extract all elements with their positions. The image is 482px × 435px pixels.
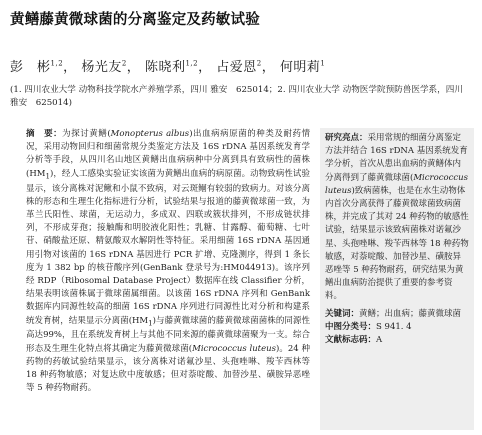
doc-code-label: 文献标志码： — [325, 335, 377, 346]
findings-paragraph — [325, 132, 469, 304]
author-name: 彭 彬 — [10, 60, 51, 75]
author-affil-mark: 1,2 — [185, 59, 199, 68]
author-line — [10, 56, 325, 75]
author-name: 占爱恩 — [216, 60, 257, 75]
clc-row — [325, 321, 469, 334]
author-name: 陈晓利 — [144, 60, 186, 75]
findings-text: 采用常规的细菌分离鉴定方法并结合 16S rDNA 基因系统发育学分析，首次从患出血病的黄鳝体内分离得到了藤黄微球菌( — [325, 133, 468, 183]
paper-title: 黄鳝藤黄微球菌的分离鉴定及药敏试验 — [10, 12, 260, 28]
author-affil-mark: 1 — [320, 59, 326, 68]
author-affil-mark: 2 — [121, 59, 127, 68]
abstract-text: )。24 种药物的药敏试验结果显示，该分离株对诺氟沙星、头孢唑啉、羧苄西林等 18 种药物敏感；对复达欣中度敏感；但对萘啶酸、加替沙星、磺胺异恶唑等 5 种药物耐药。 — [26, 343, 310, 394]
abstract-label: 摘 要： — [26, 129, 63, 139]
clc-value: S 941. 4 — [376, 321, 412, 332]
affiliation: (1. 四川农业大学 动物科技学院水产养殖学系，四川 雅安 625014；2. 四川农业大学 动物医学院预防兽医学系，四川 雅安 625014) — [10, 85, 463, 108]
author-affil-mark: 2 — [256, 59, 262, 68]
abstract-text: )出血病病原菌的种类及耐药情况，采用动物回归和细菌常规分类鉴定方法及 16S rDNA 基因系统发育学分析等手段，从四川名山地区黄鳝出血病病种中分离到具有致病性的菌株(HM — [26, 129, 310, 179]
author-name: 何明莉 — [279, 60, 321, 75]
doc-code-value: A — [376, 335, 383, 346]
keywords-text: 黄鳝；出血病；藤黄微球菌 — [359, 308, 462, 319]
clc-label: 中图分类号： — [325, 321, 377, 332]
author-affil-mark: 1,2 — [50, 59, 64, 68]
keywords-row — [325, 308, 469, 321]
doc-code-row — [325, 334, 469, 347]
abstract-text: 为探讨黄鳝( — [62, 129, 111, 139]
keywords-label: 关键词： — [325, 308, 360, 319]
findings-text: )致病菌株，也是在水生动物体内首次分离获得了藤黄微球菌致病菌株，并完成了其对 24 种药物的敏感性试验，结果显示该致病菌株对诺氟沙星、头孢唑啉、羧苄西林等 18 种药物敏感，对萘啶酸、加替沙星、磺胺异恶唑等 5 种药物耐药，研究结果为黄鳝出血病防治提供了重要的参考资料。 — [325, 185, 469, 302]
author-separator: ， — [261, 60, 276, 75]
abstract — [26, 128, 310, 395]
subscript: 1 — [148, 318, 153, 328]
species-name: Micrococcus luteus — [192, 343, 276, 354]
findings-label: 研究亮点： — [325, 133, 368, 143]
species-name: Micrococcus luteus — [325, 172, 468, 196]
author-name: 杨光友 — [81, 60, 122, 75]
highlights-box — [320, 128, 474, 430]
species-name: Monopterus albus — [110, 129, 190, 139]
abstract-text: )，经人工感染实验证实该菌为黄鳝出血病的病原菌。动物致病性试验显示，该分离株对泥鳅和小鼠不致病，对云斑鲴有较弱的致病力。对该分离株的形态和生理生化指标进行分析，试验结果与报道的藤黄微球菌一致，为革兰氏阳性、球菌，无运动力，多成双、四联或簇状排列，不形成链状排列，不形成芽孢；接触酶和明胶液化阳性；乳糖、甘露醇、葡萄糖、七叶苷、硝酸盐还原、精氨酸双水解阴性等特征。采用细菌 16S rDNA 基因通用引物对该菌的 16S rDNA 基因进行 PCR 扩增、克隆测序，得到 1 条长度为 1 382 bp 的核苷酸序列(GenBank 登录号为:HM044913)。该序列经 RDP（Ribosomal Database Project）数据库在线 Classifier 分析，结果表明该菌株属于微球菌属细菌。以该菌 16S rDNA 序列和 GenBank 数据库内同源性较高的细菌 16S rDNA 序列进行同源性比对分析和构建系统发育树，结果显示分离菌(HM — [26, 168, 310, 326]
author-separator: ， — [198, 60, 212, 75]
author-separator: ， — [126, 60, 141, 75]
subscript: 1 — [45, 171, 50, 181]
author-separator: ， — [63, 60, 77, 75]
abstract-text: )与藤黄微球菌的藤黄微球菌菌株的同源性高达99%，且在系统发育树上与其他不同来源的藤黄微球菌聚为一支。综合形态及生理生化特点将其确定为藤黄微球菌( — [26, 315, 310, 354]
